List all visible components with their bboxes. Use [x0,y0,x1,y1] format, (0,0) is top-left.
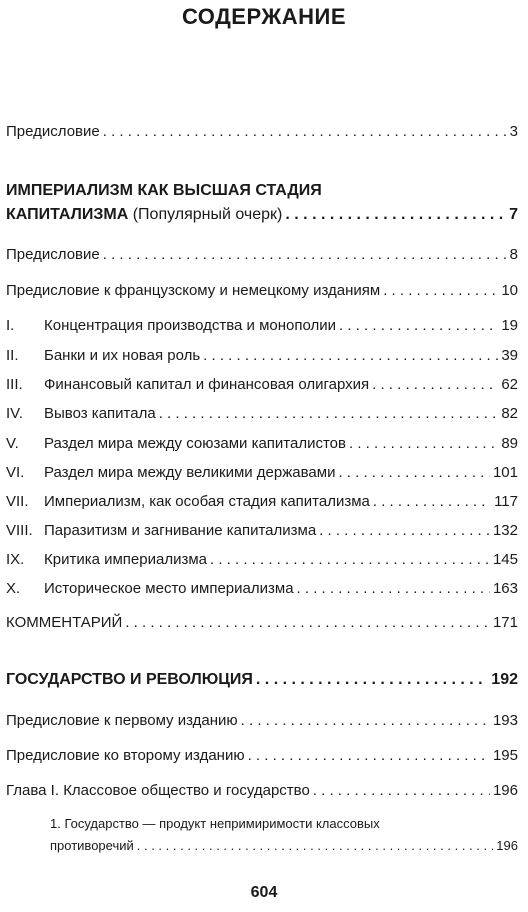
toc-sub-entry[interactable] [50,836,518,856]
chapter-number: VII. [6,493,29,510]
chapter-page: 39 [501,347,518,364]
page-number: 604 [250,884,278,901]
toc-chapter[interactable] [6,316,518,336]
chapter-page: 101 [492,464,518,481]
toc-chapter[interactable] [6,492,518,512]
dot-leader [313,781,490,801]
entry-page: 196 [496,838,518,853]
chapter-label: Раздел мира между великими державами [44,464,336,481]
chapter-number: X. [6,580,21,597]
chapter-page: 19 [501,317,518,334]
entry-label: Предисловие [6,246,100,263]
toc-entry-preface-french-german[interactable] [6,281,518,301]
chapter-label: Финансовый капитал и финансовая олигархия [44,376,370,393]
chapter-label: Историческое место империализма [44,580,294,597]
chapter-number: II. [6,347,19,364]
chapter-page: 89 [501,435,518,452]
entry-label: Предисловие [6,123,100,140]
chapter-number: V. [6,435,19,452]
section-title-line2 [6,205,282,225]
toc-chapter[interactable] [6,521,518,541]
toc-entry-state-and-revolution[interactable] [6,670,518,690]
entry-label: Предисловие к первому изданию [6,712,238,729]
toc-entry-commentary[interactable] [6,613,518,633]
chapter-number: VI. [6,464,25,481]
dot-leader [319,521,490,541]
entry-label: Предисловие ко второму изданию [6,747,245,764]
dot-leader [137,836,494,856]
chapter-number: VIII. [6,522,33,539]
chapter-label: Империализм, как особая стадия капитализма [44,493,370,510]
entry-page: 171 [492,614,518,631]
dot-leader [383,281,498,301]
toc-chapter[interactable] [6,550,518,570]
dot-leader [203,346,498,366]
entry-page: 193 [492,712,518,729]
entry-label: КОММЕНТАРИЙ [6,614,123,631]
chapter-number: III. [6,376,23,393]
dot-leader [103,122,507,142]
chapter-number: I. [6,317,15,334]
dot-leader [210,550,490,570]
entry-page: 7 [509,206,518,223]
chapter-label: Вывоз капитала [44,405,156,422]
entry-label: Предисловие к французскому и немецкому изданиям [6,282,381,299]
dot-leader [338,463,490,483]
toc-chapter[interactable] [6,579,518,599]
entry-label: Глава I. Классовое общество и государство [6,782,310,799]
toc-chapter[interactable] [6,434,518,454]
sub-entry-line1[interactable]: 1. Государство — продукт непримиримости классовых [50,816,380,831]
toc-entry-preface-2[interactable] [6,245,518,265]
dot-leader [373,492,491,512]
entry-page: 195 [492,747,518,764]
dot-leader [125,613,490,633]
toc-chapter[interactable] [6,346,518,366]
toc-entry-chapter-1[interactable] [6,781,518,801]
chapter-page: 82 [501,405,518,422]
toc-entry-preface[interactable] [6,122,518,142]
section-title-line2-text: КАПИТАЛИЗМА [6,206,129,223]
chapter-label: Концентрация производства и монополии [44,317,337,334]
entry-page: 10 [501,282,518,299]
toc-entry-preface-first[interactable] [6,711,518,731]
chapter-page: 145 [492,551,518,568]
chapter-number: IX. [6,551,25,568]
dot-leader [256,670,488,690]
dot-leader [372,375,498,395]
dot-leader [339,316,498,336]
chapter-label: Паразитизм и загнивание капитализма [44,522,317,539]
entry-page: 192 [491,671,518,688]
entry-page: 3 [509,123,518,140]
dot-leader [241,711,490,731]
chapter-page: 62 [501,376,518,393]
toc-chapter[interactable] [6,404,518,424]
dot-leader [297,579,490,599]
toc-entry-imperialism[interactable] [6,205,518,225]
chapter-page: 117 [494,493,518,510]
chapter-number: IV. [6,405,23,422]
dot-leader [349,434,498,454]
section-subtitle: (Популярный очерк) [132,206,283,223]
chapter-label: Критика империализма [44,551,207,568]
chapter-page: 132 [492,522,518,539]
entry-page: 8 [509,246,518,263]
toc-entry-preface-second[interactable] [6,746,518,766]
chapter-label: Раздел мира между союзами капиталистов [44,435,346,452]
page-title: СОДЕРЖАНИЕ [181,4,347,29]
toc-chapter[interactable] [6,375,518,395]
dot-leader [248,746,490,766]
section-title-state-revolution: ГОСУДАРСТВО И РЕВОЛЮЦИЯ [6,671,253,688]
dot-leader [159,404,499,424]
chapter-label: Банки и их новая роль [44,347,201,364]
dot-leader [285,205,506,225]
entry-page: 196 [492,782,518,799]
sub-entry-line2: противоречий [50,838,134,853]
toc-chapter[interactable] [6,463,518,483]
chapter-page: 163 [492,580,518,597]
dot-leader [103,245,507,265]
section-title-imperialism[interactable]: ИМПЕРИАЛИЗМ КАК ВЫСШАЯ СТАДИЯ [6,182,322,199]
